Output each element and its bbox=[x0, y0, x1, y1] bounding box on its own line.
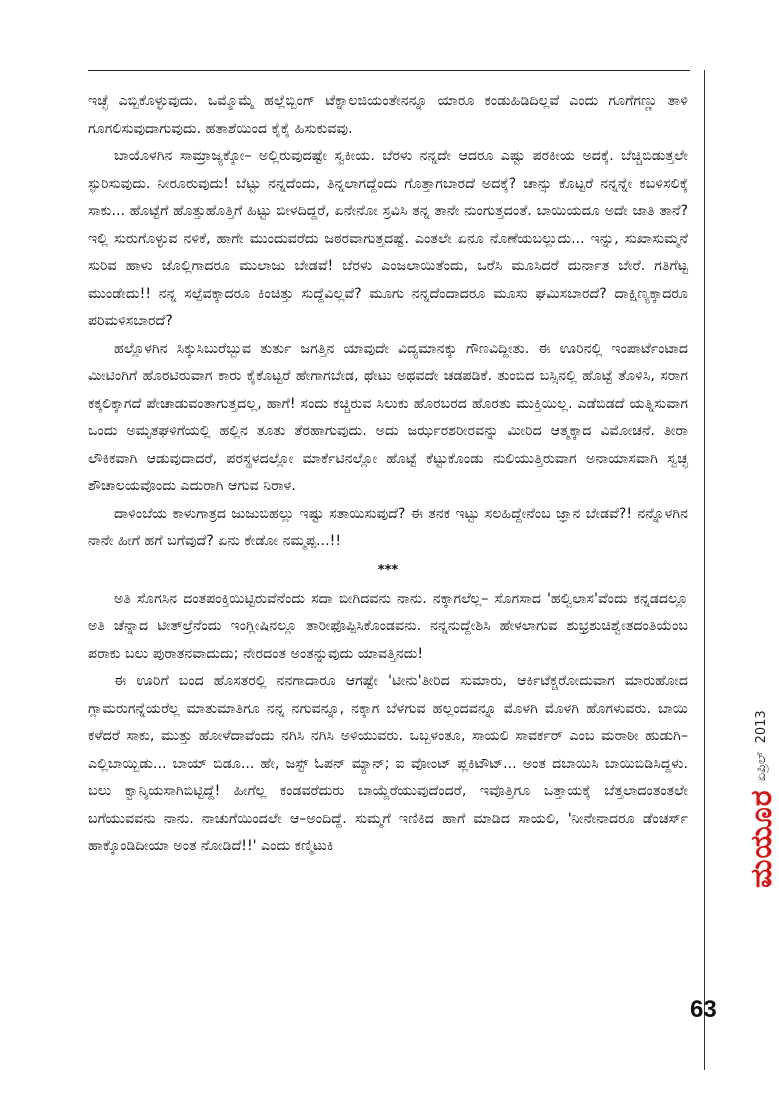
section-separator: *** bbox=[377, 562, 399, 578]
issue-year: 2013 bbox=[754, 710, 769, 744]
margin-rule bbox=[704, 70, 705, 1070]
header-rule bbox=[88, 70, 690, 71]
paragraph: ಅತಿ ಸೊಗಸಿನ ದಂತಪಂಕ್ತಿಯಿಟ್ಟಿರುವೆನೆಂದು ಸದಾ ಬೀಗಿದವನು ನಾನು. ನಕ್ಕಾಗಲೆಲ್ಲ– ಸೊಗಸಾದ 'ಹಲ್ವಿಲಾಸ'ವೆಂದು ಕನ್ನಡದಲ್ಲೂ ಅತಿ ಚೆನ್ನಾದ ಟೀತ್‌ಲ್ರೆನೆಂದು ಇಂಗ್ಲೀಷಿನಲ್ಲೂ ತಾರೀಫೊಪ್ಪಿಸಿಕೊಂಡವನು. ನನ್ನನುದ್ದೇಶಿಸಿ ಹೇಳಲಾಗುವ ಶುಭ್ರಶುಚಿಶ್ವೇತದಂತಿಯೆಂಬ ಪರಾಕು ಬಲು ಪುರಾತನವಾದುದು; ನೇರದಂತ ಅಂತನ್ನುವುದು ಯಾವತ್ತಿನದು! bbox=[88, 590, 688, 662]
paragraph-continued: ಇಚ್ಛೆ ಎಬ್ಬಿಕೊಳ್ಳುವುದು. ಒಮ್ಮೊಮ್ಮೆ ಹಲ್ಲೆಬ್ಬಿಂಗ್ ಟೆಕ್ನಾಲಜಿಯಂತೇನನ್ನೂ ಯಾರೂ ಕಂಡುಹಿಡಿದಿಲ್ಲವೆ ಎಂದು ಗೂಗೆಗಣ್ಣು ತಾಳಿ ಗೂಗಲಿಸುವುದಾಗುವುದು. ಹತಾಶೆಯಿಂದ ಕೈಕೈ ಹಿಸುಕುವವು. bbox=[88, 93, 688, 137]
paragraph: ಹಲ್ಲೊಳಗಿನ ಸಿಕ್ಕುಸಿಬುರೆಬ್ಬುವ ತುರ್ತು ಜಗತ್ತಿನ ಯಾವುದೇ ವಿದ್ಯಮಾನಕ್ಕು ಗೌಣವಿದ್ದೀತು. ಈ ಊರಿನಲ್ಲಿ ಇಂಪಾರ್ಟೆಂಟಾದ ಮೀಟಿಂಗಿಗೆ ಹೊರಟಿರುವಾಗ ಕಾರು ಕೈಕೊಟ್ಟರೆ ಹೇಗಾಗಬೇಡ, ಥೇಟು ಅಥವದೇ ಚಡಪಡಿಕೆ. ತುಂಬಿದ ಬಸ್ಸಿನಲ್ಲಿ ಹೊಟ್ಟೆ ತೊಳಿಸಿ, ಸರಾಗ ಕಕ್ಕಲಿಕ್ಕಾಗದೆ ಪೇಚಾಡುವಂತಾಗುತ್ತದಲ್ಲ, ಹಾಗೆ! ಸಂದು ಕಚ್ಚಿರುವ ಸಿಲುಕು ಹೊರಬರದ ಹೊರತು ಮುಕ್ತಿಯಿಲ್ಲ. ಎಡೆಬಿಡದೆ ಯತ್ನಿಸುವಾಗ ಒಂದು ಅಮೃತಘಳಿಗೆಯಲ್ಲಿ ಹಲ್ಲಿನ ತೂತು ತೆರಹಾಗುವುದು. ಅದು ಜರ್ಝರಶರೀರವನ್ನು ಮೀರಿದ ಆತ್ಮಕ್ಕಾದ ವಿಮೋಚನೆ. ತೀರಾ ಲೌಕಿಕವಾಗಿ ಆಡುವುದಾದರೆ, ಪರಸ್ಥಳದಲ್ಲೋ ಮಾರ್ಕೆಟಿನಲ್ಲೋ ಹೊಟ್ಟೆ ಕೆಟ್ಟುಕೊಂಡು ನುಲಿಯುತ್ತಿರುವಾಗ ಅನಾಯಾಸವಾಗಿ ಸ್ವಚ್ಛ ಶೌಚಾಲಯವೊಂದು ಎದುರಾಗಿ ಆಗುವ ನಿರಾಳ. bbox=[88, 340, 688, 494]
page-number: 63 bbox=[690, 996, 717, 1023]
article-column bbox=[88, 88, 688, 861]
paragraph: ಈ ಊರಿಗೆ ಬಂದ ಹೊಸತರಲ್ಲಿ ನನಗಾದಾರೂ ಆಗಷ್ಟೇ 'ಟೀನು'ತೀರಿದ ಸುಮಾರು, ಆರ್ಕಿಟೆಕ್ಚರೋದುವಾಗ ಮಾರುಹೋದ ಗ್ಲಾಮರುಗನ್ನೆಯರೆಲ್ಲ ಮಾತುಮಾತಿಗೂ ನನ್ನ ನಗುವನ್ನೂ, ನಕ್ಕಾಗ ಬೆಳಗುವ ಹಲ್ಲಂದವನ್ನೂ ಮೊಳಗಿ ಮೊಳಗಿ ಹೊಗಳುವರು. ಬಾಯಿ ಕಳೆದರೆ ಸಾಕು, ಮುತ್ತು ಹೋಳೆದಾವೆಂದು ನಗಿಸಿ ನಗಿಸಿ ಅಳಿಯುವರು. ಒಬ್ಬಳಂತೂ, ಸಾಯಲಿ ಸಾವರ್ಕರ್ ಎಂಬ ಮರಾಠೀ ಹುಡುಗಿ– ಎಲ್ಲಿಬಾಯ್ಬಿಡು... ಬಾಯ್ ಬಿಡೂ... ಹೇ, ಜಸ್ಟ್ ಓಪನ್ ಮ್ಯಾನ್; ಐ ವೋಂಟ್ ಪ್ಲಕಿಟೌಟ್... ಅಂತ ದಬಾಯಿಸಿ ಬಾಯಿಬಿಡಿಸಿದ್ದಳು. ಬಲು ಕ್ವಾನ್ಶಿಯಸಾಗಿಬಿಟ್ಟಿದ್ದೆ! ಹೀಗೆಲ್ಲ ಕಂಡವರೆದುರು ಬಾಯ್ದೆರೆಯುವುದೆಂದರೆ, ಇವೊತ್ತಿಗೂ ಒತ್ತಾಯಕ್ಕೆ ಬೆತ್ತಲಾದಂತಂತಲೇ ಬಗೆಯುವವನು ನಾನು. ನಾಚುಗೆಯಿಂದಲೇ ಆ–ಅಂದಿದ್ದೆ. ಸುಮ್ಮಗೆ ಇಣಿಕಿದ ಹಾಗೆ ಮಾಡಿದ ಸಾಯಲಿ, 'ನೀನೇನಾದರೂ ಡೆಂಚರ್ಸ್ ಹಾಕ್ಕೊಂಡಿದೀಯಾ ಅಂತ ನೋಡಿದೆ!!' ಎಂದು ಕಣ್ಮಿಟುಕಿ bbox=[88, 673, 688, 854]
issue-month: ಏಪ್ರಿಲ್ bbox=[754, 751, 769, 782]
paragraph: ದಾಳಿಂಬೆಯ ಕಾಳುಗಾತ್ರದ ಜುಜುಬಿಹಲ್ಲು ಇಷ್ಟು ಸತಾಯಿಸುವುದೆ? ಈ ತನಕ ಇಟ್ಟು ಸಲಹಿದ್ದೇನೆಂಬ ಜ್ಞಾನ ಬೇಡವೆ?! ನನ್ನೊಳಗಿನ ನಾನೇ ಹೀಗೆ ಹಗೆ ಬಗೆವುದೆ? ಏನು ಕೇಡೋ ನಮ್ಮಪ್ಪ...!! bbox=[88, 505, 688, 549]
paragraph: ಬಾಯೊಳಗಿನ ಸಾಮ್ರಾಜ್ಯಕ್ಕೋ– ಅಲ್ಲಿರುವುದಷ್ಟೇ ಸ್ವಕೀಯ. ಬೆರಳು ನನ್ನದೇ ಆದರೂ ಎಷ್ಟು ಪರಕೀಯ ಅದಕ್ಕೆ. ಬೆಚ್ಚಿಬಿಡುತ್ತಲೇ ಸ್ಫುರಿಸುವುದು. ನೀರೂರುವುದು! ಬೆಟ್ಟು ನನ್ನದೆಂದು, ತಿನ್ನಲಾಗದ್ದೆಂದು ಗೊತ್ತಾಗಬಾರದೆ ಅದಕ್ಕೆ? ಚಾನ್ಸು ಕೊಟ್ಟರೆ ನನ್ನನ್ನೇ ಕಬಳಿಸಲಿಕ್ಕೆ ಸಾಕು... ಹೊಟ್ಟೆಗೆ ಹೊತ್ತುಹೊತ್ತಿಗೆ ಹಿಟ್ಟು ಬೀಳದಿದ್ದರೆ, ಏನೇನೋ ಸ್ರವಿಸಿ ತನ್ನ ತಾನೇ ನುಂಗುತ್ತದಂತೆ. ಬಾಯಿಯದೂ ಅದೇ ಜಾತಿ ತಾನೆ? ಇಲ್ಲಿ ಸುರುಗೊಳ್ಳುವ ನಳಿಕೆ, ಹಾಗೇ ಮುಂದುವರೆದು ಜಠರವಾಗುತ್ತದಷ್ಟೆ. ಎಂತಲೇ ಏನೂ ನೊಣೆಯಬಲ್ಲುದು... ಇನ್ನು, ಸುಖಾಸುಮ್ಮನೆ ಸುರಿವ ಹಾಳು ಜೊಲ್ಲಿಗಾದರೂ ಮುಲಾಜು ಬೇಡವೆ! ಬೆರಳು ಎಂಜಲಾಯಿತೆಂದು, ಒರೆಸಿ ಮೂಸಿದರೆ ದುರ್ನಾತ ಬೇರೆ. ಗತಿಗೆಟ್ಟ ಮುಂಡೇದು!! ನನ್ನ ಸಲ್ಪೆವಕ್ಕಾದರೂ ಕಿಂಚಿತ್ತು ಸುದ್ದೆವಿಲ್ಲವೆ? ಮೂಗು ನನ್ನದೆಂದಾದರೂ ಮೂಸು ಘಮಿಸಬಾರದೆ? ದಾಕ್ಷಿಣ್ಯಕ್ಕಾದರೂ ಪರಿಮಳಿಸಬಾರದೆ? bbox=[88, 148, 688, 329]
magazine-footer bbox=[744, 710, 779, 888]
magazine-name: ಮಯೂರ bbox=[744, 789, 779, 888]
